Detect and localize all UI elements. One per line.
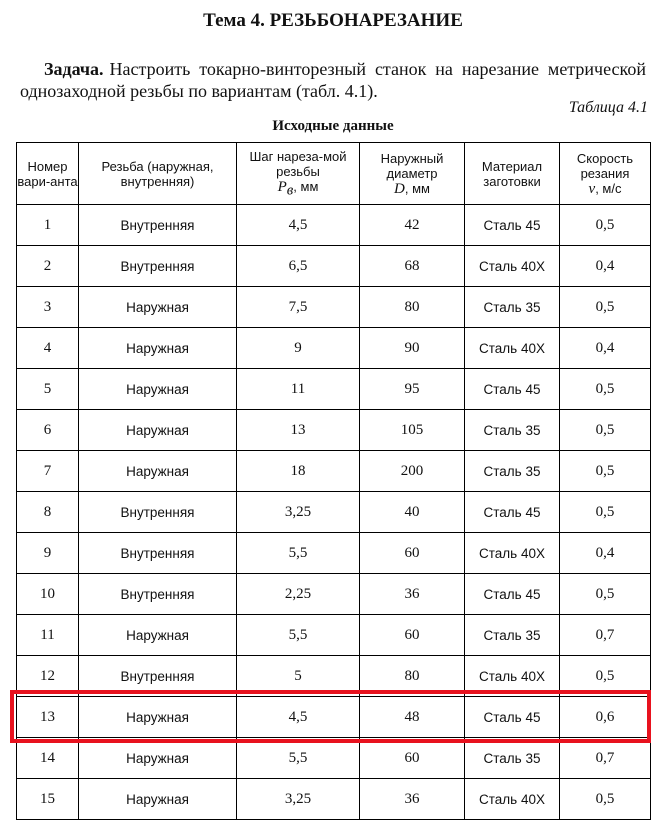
cell-pitch: 3,25 xyxy=(237,779,360,820)
cell-thread: Наружная xyxy=(79,615,237,656)
cell-variant: 10 xyxy=(17,574,79,615)
cell-speed: 0,4 xyxy=(560,328,651,369)
task-line-1 xyxy=(20,58,646,80)
task-word: станок xyxy=(374,59,427,79)
header-thread xyxy=(79,143,237,205)
cell-diameter: 95 xyxy=(360,369,465,410)
task-label: Задача. xyxy=(44,59,104,79)
cell-pitch: 4,5 xyxy=(237,697,360,738)
table-row xyxy=(17,246,651,287)
task-word: Настроить xyxy=(109,59,191,79)
cell-diameter: 48 xyxy=(360,697,465,738)
cell-variant: 13 xyxy=(17,697,79,738)
cell-pitch: 9 xyxy=(237,328,360,369)
cell-pitch: 5,5 xyxy=(237,615,360,656)
cell-speed: 0,7 xyxy=(560,615,651,656)
header-variant-text: Номер вари-анта xyxy=(17,158,78,189)
cell-variant: 11 xyxy=(17,615,79,656)
cell-material: Сталь 35 xyxy=(465,615,560,656)
cell-thread: Наружная xyxy=(79,451,237,492)
cell-diameter: 80 xyxy=(360,287,465,328)
cell-thread: Наружная xyxy=(79,287,237,328)
header-speed-unit: , м/с xyxy=(595,180,622,196)
table-header-row xyxy=(17,143,651,205)
cell-diameter: 60 xyxy=(360,615,465,656)
cell-diameter: 105 xyxy=(360,410,465,451)
header-diameter-symbol: D xyxy=(394,180,405,197)
cell-material: Сталь 40Х xyxy=(465,533,560,574)
cell-pitch: 3,25 xyxy=(237,492,360,533)
cell-speed: 0,4 xyxy=(560,533,651,574)
cell-pitch: 5 xyxy=(237,656,360,697)
cell-diameter: 60 xyxy=(360,738,465,779)
cell-material: Сталь 40Х xyxy=(465,246,560,287)
cell-pitch: 18 xyxy=(237,451,360,492)
cell-speed: 0,5 xyxy=(560,656,651,697)
cell-pitch: 5,5 xyxy=(237,533,360,574)
table-number: Таблица 4.1 xyxy=(568,99,648,116)
cell-thread: Внутренняя xyxy=(79,574,237,615)
cell-variant: 12 xyxy=(17,656,79,697)
header-pitch-unit: , мм xyxy=(293,178,319,194)
task-statement xyxy=(20,58,646,102)
table-row xyxy=(17,656,651,697)
cell-material: Сталь 40Х xyxy=(465,656,560,697)
cell-material: Сталь 45 xyxy=(465,697,560,738)
cell-material: Сталь 35 xyxy=(465,738,560,779)
task-line-2: однозаходной резьбы по вариантам (табл. 4.1). xyxy=(20,81,378,101)
cell-variant: 8 xyxy=(17,492,79,533)
cell-speed: 0,4 xyxy=(560,246,651,287)
table-row xyxy=(17,615,651,656)
table-row xyxy=(17,492,651,533)
header-pitch-subscript: в xyxy=(286,182,294,199)
table-body xyxy=(17,205,651,820)
task-word: на xyxy=(435,59,453,79)
cell-variant: 1 xyxy=(17,205,79,246)
table-row xyxy=(17,574,651,615)
task-word: метрической xyxy=(547,59,646,79)
task-lead xyxy=(44,58,190,80)
table-row xyxy=(17,328,651,369)
cell-diameter: 36 xyxy=(360,779,465,820)
cell-variant: 7 xyxy=(17,451,79,492)
cell-thread: Внутренняя xyxy=(79,656,237,697)
header-speed-symbol: v xyxy=(588,180,596,197)
cell-variant: 4 xyxy=(17,328,79,369)
cell-speed: 0,5 xyxy=(560,451,651,492)
cell-material: Сталь 40Х xyxy=(465,779,560,820)
cell-thread: Внутренняя xyxy=(79,533,237,574)
table-row xyxy=(17,451,651,492)
table-row xyxy=(17,779,651,820)
cell-material: Сталь 35 xyxy=(465,410,560,451)
cell-pitch: 7,5 xyxy=(237,287,360,328)
cell-variant: 15 xyxy=(17,779,79,820)
table-row xyxy=(17,697,651,738)
cell-variant: 3 xyxy=(17,287,79,328)
cell-diameter: 200 xyxy=(360,451,465,492)
cell-diameter: 60 xyxy=(360,533,465,574)
cell-material: Сталь 45 xyxy=(465,492,560,533)
header-pitch-text: Шаг нареза-мой резьбы xyxy=(249,148,347,179)
cell-speed: 0,5 xyxy=(560,410,651,451)
task-word: токарно-винторезный xyxy=(199,59,367,79)
task-word: нарезание xyxy=(461,59,540,79)
cell-speed: 0,5 xyxy=(560,205,651,246)
page-title: Тема 4. РЕЗЬБОНАРЕЗАНИЕ xyxy=(203,10,463,31)
header-material xyxy=(465,143,560,205)
source-data-table xyxy=(16,142,651,820)
cell-variant: 14 xyxy=(17,738,79,779)
cell-speed: 0,7 xyxy=(560,738,651,779)
header-material-text: Материал заготовки xyxy=(481,158,543,189)
cell-diameter: 40 xyxy=(360,492,465,533)
table-row xyxy=(17,287,651,328)
cell-diameter: 80 xyxy=(360,656,465,697)
cell-speed: 0,5 xyxy=(560,492,651,533)
cell-pitch: 4,5 xyxy=(237,205,360,246)
table-row xyxy=(17,738,651,779)
cell-thread: Наружная xyxy=(79,410,237,451)
cell-diameter: 68 xyxy=(360,246,465,287)
header-speed-text: Скорость резания xyxy=(576,150,634,181)
cell-pitch: 5,5 xyxy=(237,738,360,779)
cell-speed: 0,5 xyxy=(560,369,651,410)
table-row xyxy=(17,533,651,574)
cell-thread: Внутренняя xyxy=(79,205,237,246)
table-caption: Исходные данные xyxy=(272,118,394,134)
cell-speed: 0,5 xyxy=(560,287,651,328)
cell-thread: Внутренняя xyxy=(79,492,237,533)
cell-variant: 9 xyxy=(17,533,79,574)
cell-material: Сталь 45 xyxy=(465,369,560,410)
cell-speed: 0,5 xyxy=(560,779,651,820)
cell-thread: Наружная xyxy=(79,779,237,820)
cell-diameter: 90 xyxy=(360,328,465,369)
cell-pitch: 13 xyxy=(237,410,360,451)
cell-speed: 0,6 xyxy=(560,697,651,738)
cell-pitch: 11 xyxy=(237,369,360,410)
table-row xyxy=(17,205,651,246)
cell-variant: 5 xyxy=(17,369,79,410)
cell-speed: 0,5 xyxy=(560,574,651,615)
cell-diameter: 36 xyxy=(360,574,465,615)
cell-material: Сталь 45 xyxy=(465,574,560,615)
cell-diameter: 42 xyxy=(360,205,465,246)
cell-material: Сталь 35 xyxy=(465,451,560,492)
header-diameter xyxy=(360,143,465,205)
cell-material: Сталь 40Х xyxy=(465,328,560,369)
cell-variant: 2 xyxy=(17,246,79,287)
header-pitch xyxy=(237,143,360,205)
cell-thread: Наружная xyxy=(79,328,237,369)
cell-material: Сталь 35 xyxy=(465,287,560,328)
cell-thread: Наружная xyxy=(79,738,237,779)
header-diameter-unit: , мм xyxy=(404,180,430,196)
cell-thread: Внутренняя xyxy=(79,246,237,287)
header-pitch-symbol: P xyxy=(277,178,287,195)
table-row xyxy=(17,410,651,451)
header-variant xyxy=(17,143,79,205)
cell-thread: Наружная xyxy=(79,697,237,738)
header-thread-text: Резьба (наружная, внутренняя) xyxy=(101,158,214,189)
cell-material: Сталь 45 xyxy=(465,205,560,246)
header-diameter-text: Наружный диаметр xyxy=(380,150,444,181)
header-speed xyxy=(560,143,651,205)
cell-pitch: 2,25 xyxy=(237,574,360,615)
table-row xyxy=(17,369,651,410)
cell-thread: Наружная xyxy=(79,369,237,410)
cell-pitch: 6,5 xyxy=(237,246,360,287)
cell-variant: 6 xyxy=(17,410,79,451)
